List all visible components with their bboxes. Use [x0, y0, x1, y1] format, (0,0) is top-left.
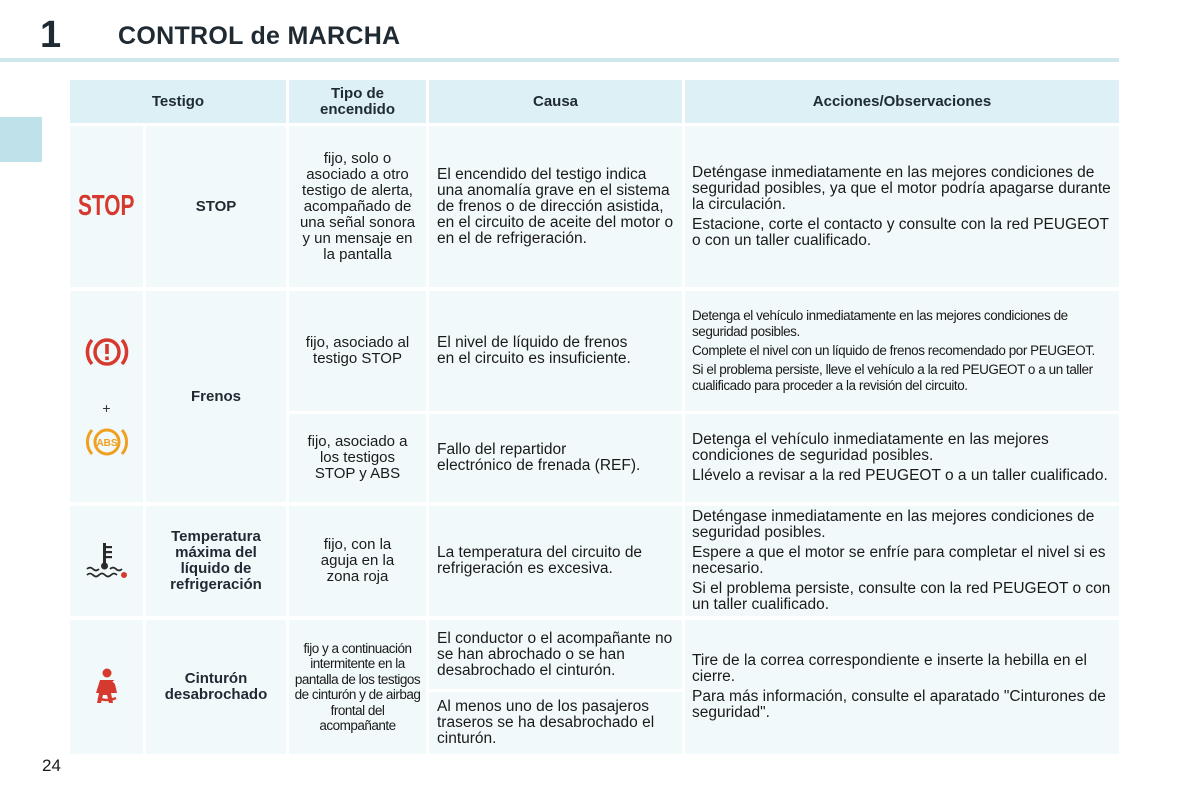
row-brakes-causa-2: Fallo del repartidor electrónico de frenada (REF).	[429, 414, 682, 502]
stop-warning-icon: STOP	[78, 190, 135, 222]
abs-label: ABS	[95, 437, 118, 449]
coolant-temperature-icon	[84, 541, 130, 581]
page-title: CONTROL de MARCHA	[118, 22, 401, 50]
header-testigo: Testigo	[70, 80, 286, 123]
row-coolant-name: Temperatura máxima del líquido de refrigeración	[146, 506, 286, 616]
stop-icon-cell	[70, 126, 143, 287]
action-text: Si el problema persiste, consulte con la red PEUGEOT o con un taller cualificado.	[692, 580, 1111, 613]
plus-sign: +	[102, 399, 111, 416]
row-seatbelt-tipo: fijo y a continuación intermitente en la pantalla de los testigos de cinturón y de airbag frontal del acompañante	[289, 620, 426, 754]
page-number: 24	[42, 756, 61, 775]
row-seatbelt-causa-1: El conductor o el acompañante no se han abrochado o se han desabrochado el cinturón.	[429, 620, 682, 689]
action-text: Deténgase inmediatamente en las mejores condiciones de seguridad posibles.	[692, 508, 1095, 541]
row-brakes-acciones-2	[685, 414, 1119, 502]
action-text: Para más información, consulte el aparatado "Cinturones de seguridad".	[692, 688, 1106, 721]
chapter-number: 1	[40, 14, 62, 56]
action-text: Detenga el vehículo inmediatamente en las mejores condiciones de seguridad posibles.	[692, 308, 1068, 339]
header-tipo: Tipo de encendido	[289, 80, 426, 123]
row-coolant-acciones	[685, 506, 1119, 616]
abs-warning-icon	[82, 422, 132, 462]
action-text: Llévelo a revisar a la red PEUGEOT o a un taller cualificado.	[692, 467, 1108, 484]
seatbelt-icon	[89, 667, 125, 707]
action-text: Detenga el vehículo inmediatamente en las mejores condiciones de seguridad posibles.	[692, 431, 1049, 464]
row-brakes-name: Frenos	[146, 291, 286, 502]
row-seatbelt-name: Cinturón desabrochado	[146, 620, 286, 754]
action-text: Espere a que el motor se enfríe para completar el nivel si es necesario.	[692, 544, 1106, 577]
action-text: Si el problema persiste, lleve el vehículo a la red PEUGEOT o a un taller cualificado para proceder a la revisión del circuito.	[692, 362, 1093, 393]
brakes-icon-cell	[70, 291, 143, 502]
row-brakes-tipo-2: fijo, asociado a los testigos STOP y ABS	[289, 414, 426, 502]
action-text: Tire de la correa correspondiente e inserte la hebilla en el cierre.	[692, 652, 1087, 685]
brake-warning-icon	[82, 332, 132, 372]
row-seatbelt-acciones	[685, 620, 1119, 754]
header-causa: Causa	[429, 80, 682, 123]
row-stop-acciones	[685, 126, 1119, 287]
title-divider	[0, 58, 1119, 62]
action-text: Deténgase inmediatamente en las mejores condiciones de seguridad posibles, ya que el motor podría apagarse durante la circulación.	[692, 163, 1111, 213]
header-acciones: Acciones/Observaciones	[685, 80, 1119, 123]
action-text: Estacione, corte el contacto y consulte con la red PEUGEOT o con un taller cualificado.	[692, 215, 1109, 249]
row-coolant-causa: La temperatura del circuito de refrigeración es excesiva.	[429, 506, 682, 616]
action-text: Complete el nivel con un líquido de frenos recomendado por PEUGEOT.	[692, 343, 1095, 358]
row-stop-tipo: fijo, solo o asociado a otro testigo de alerta, acompañado de una señal sonora y un mensaje en la pantalla	[289, 126, 426, 287]
row-stop-causa: El encendido del testigo indica una anomalía grave en el sistema de frenos o de dirección asistida, en el circuito de aceite del motor o en el de refrigeración.	[429, 126, 682, 287]
row-seatbelt-causa-2: Al menos uno de los pasajeros traseros se ha desabrochado el cinturón.	[429, 692, 682, 754]
row-brakes-causa-1: El nivel de líquido de frenos en el circuito es insuficiente.	[429, 291, 682, 411]
row-coolant-tipo: fijo, con la aguja en la zona roja	[289, 506, 426, 616]
row-brakes-tipo-1: fijo, asociado al testigo STOP	[289, 291, 426, 411]
coolant-icon-cell	[70, 506, 143, 616]
row-brakes-acciones-1	[685, 291, 1119, 411]
chapter-side-tab	[0, 117, 42, 162]
seatbelt-icon-cell	[70, 620, 143, 754]
row-stop-name: STOP	[146, 126, 286, 287]
